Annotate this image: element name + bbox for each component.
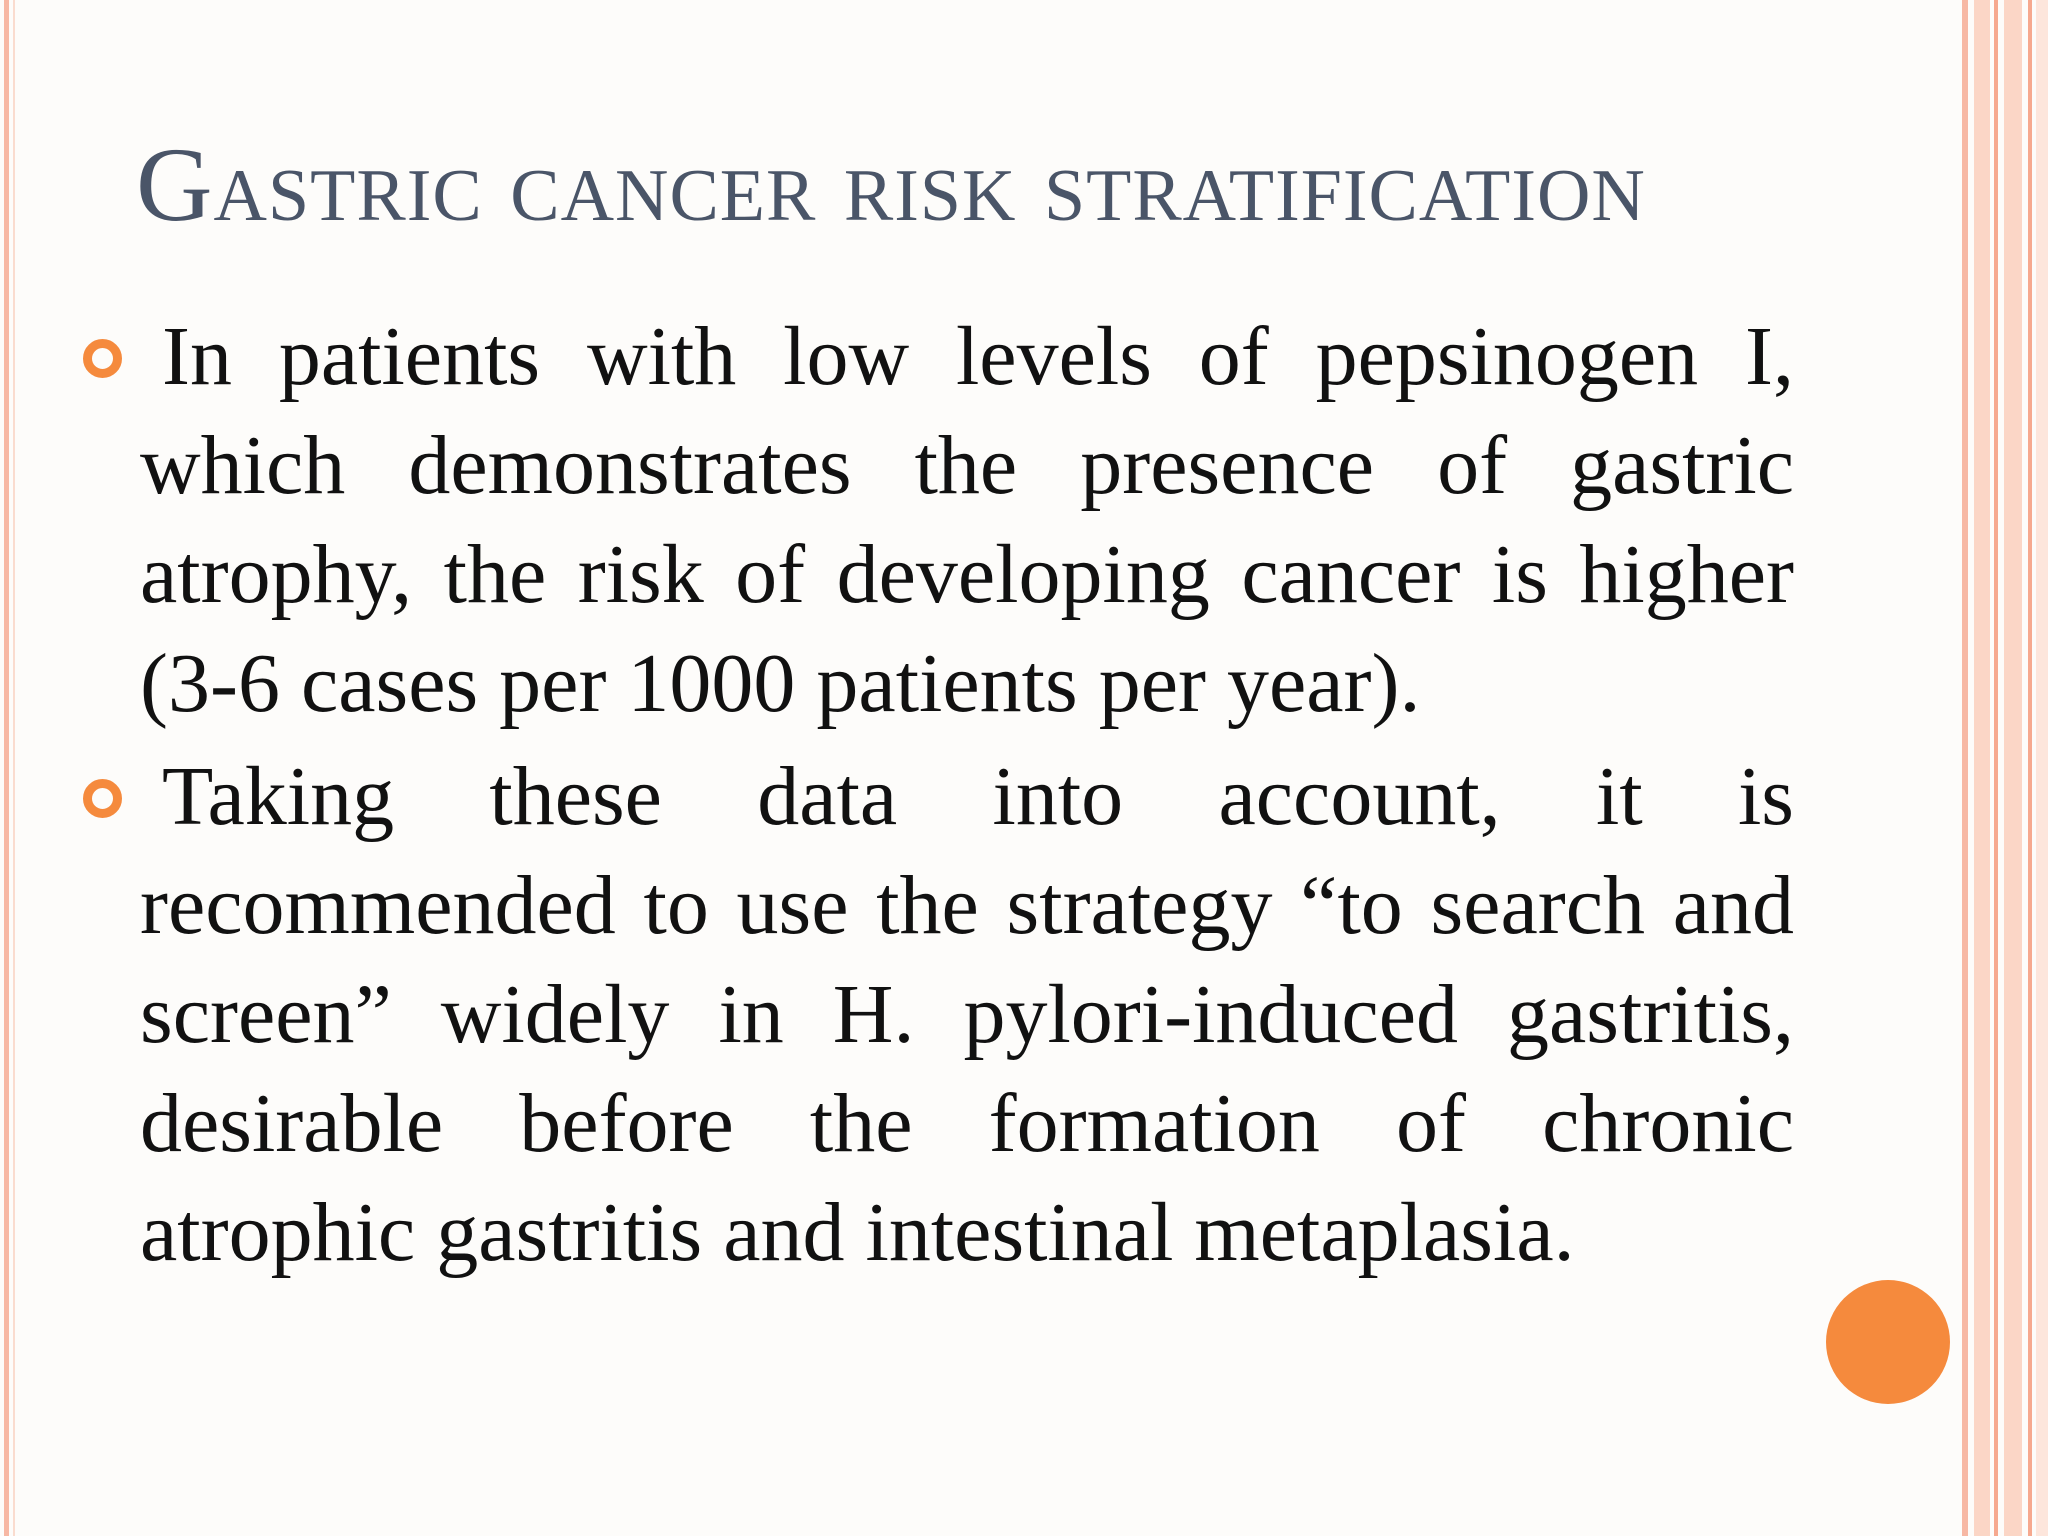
right-border-line-2 [1994,0,1998,1536]
right-border-band-2 [2004,0,2022,1536]
left-border-line-thin [13,0,15,1536]
right-border-band-3 [2036,0,2048,1536]
bullet-text: In patients with low levels of pepsinogen I, which demonstrates the presence of gastric atrophy, the risk of developing cancer is higher (3-6 cases per 1000 patients per year). [140,310,1794,730]
left-border-line [4,0,9,1536]
right-border-line-1 [1962,0,1968,1536]
slide-title: Gastric cancer risk stratification [136,126,1646,243]
orange-circle-decoration [1826,1280,1950,1404]
bullet-item [140,742,1794,1287]
bullet-item [140,302,1794,738]
bullet-list [140,302,1794,1291]
bullet-text: Taking these data into account, it is recommended to use the strategy “to search and screen” widely in H. pylori-induced gastritis, desirable before the formation of chronic atrophic gastritis and intestinal metaplasia. [140,750,1794,1279]
ring-bullet-icon [83,339,122,378]
right-border-line-3 [2028,0,2032,1536]
ring-bullet-icon [83,779,122,818]
right-border-band-1 [1974,0,1990,1536]
